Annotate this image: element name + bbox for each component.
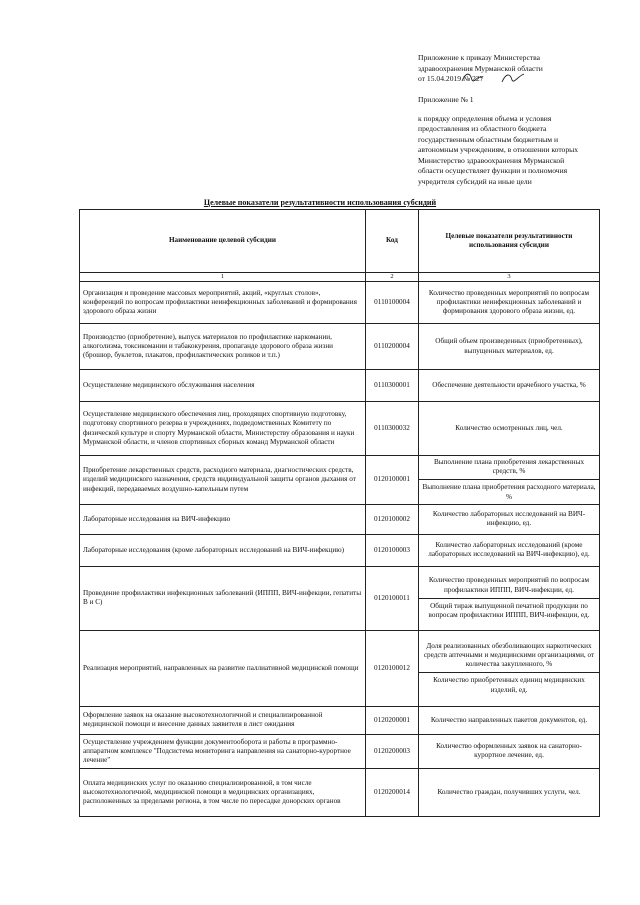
column-header-name: Наименование целевой субсидии <box>80 210 366 273</box>
indicator-item: Количество приобретенных единиц медицинских изделий, ед. <box>419 672 599 694</box>
subsidy-code-cell: 0120200001 <box>366 706 419 734</box>
indicator-cell: Количество лабораторных исследований (кроме лабораторных исследований на ВИЧ-инфекцию), ед. <box>419 534 600 566</box>
subsidy-name-cell: Организация и проведение массовых мероприятий, акций, «круглых столов», конференций по вопросам профилактики неинфекционных заболеваний и формирования здорового образа жизни <box>80 282 366 324</box>
table-row <box>80 370 600 402</box>
appendix-text-line: к порядку определения объема и условия <box>418 113 552 123</box>
table-row <box>80 282 600 324</box>
appendix-text-line: государственным областным бюджетным и <box>418 134 559 144</box>
column-header-code: Код <box>366 210 419 273</box>
subsidy-code-cell: 0120100003 <box>366 534 419 566</box>
order-date-number: от 15.04.2019 № 227 <box>418 74 484 83</box>
indicator-item: Доля реализованных обезболивающих наркотических средств аптечными и медицинскими организациями, от количества закупленного, % <box>423 641 595 669</box>
order-header-line-2: здравоохранения Мурманской области <box>418 63 543 73</box>
appendix-number: Приложение № 1 <box>418 95 474 104</box>
subsidy-name-cell: Оплата медицинских услуг по оказанию специализированной, в том числе высокотехнологичной, медицинской помощи в медицинских организациях, расположенных за пределами региона, в том числе по пересадке донорских органов <box>80 768 366 816</box>
table-row <box>80 566 600 630</box>
indicator-cell <box>419 566 600 630</box>
indicator-cell <box>419 456 600 505</box>
indicator-item: Количество проведенных мероприятий по вопросам профилактики ИППП, ВИЧ-инфекции, ед. <box>428 576 590 594</box>
appendix-text <box>418 114 623 188</box>
subsidy-table <box>79 209 600 817</box>
indicator-cell: Количество лабораторных исследований на ВИЧ-инфекцию, ед. <box>419 504 600 534</box>
table-header-row <box>80 210 600 273</box>
column-header-indicators: Целевые показатели результативности использования субсидии <box>419 210 600 273</box>
column-number: 1 <box>80 273 366 282</box>
table-row <box>80 324 600 370</box>
table-row <box>80 734 600 768</box>
appendix-text-line: учредителя субсидий на иные цели <box>418 176 532 186</box>
appendix-text-line: области осуществляет функции и полномочия <box>418 166 568 175</box>
column-number: 3 <box>419 273 600 282</box>
subsidy-code-cell: 0120100011 <box>366 566 419 630</box>
subsidy-name-cell: Реализация мероприятий, направленных на развитие паллиативной медицинской помощи <box>80 630 366 706</box>
appendix-text-line: Министерство здравоохранения Мурманской <box>418 155 565 165</box>
subsidy-code-cell: 0120100001 <box>366 456 419 505</box>
table-row <box>80 630 600 706</box>
indicator-cell <box>419 630 600 706</box>
indicator-item: Общий тираж выпущенной печатной продукции по вопросам профилактики ИППП, ВИЧ-инфекции, ед. <box>419 598 599 620</box>
subsidy-name-cell: Лабораторные исследования на ВИЧ-инфекцию <box>80 504 366 534</box>
indicator-cell: Количество направленных пакетов документов, ед. <box>419 706 600 734</box>
order-header <box>418 53 618 85</box>
indicator-cell: Количество осмотренных лиц, чел. <box>419 402 600 456</box>
subsidy-code-cell: 0120200014 <box>366 768 419 816</box>
document-title: Целевые показатели результативности использования субсидий <box>203 198 437 207</box>
handwritten-signature-icon <box>458 68 528 86</box>
appendix-text-line: предоставления из областного бюджета <box>418 124 547 133</box>
subsidy-code-cell: 0110100004 <box>366 282 419 324</box>
order-header-line-3 <box>418 74 618 85</box>
appendix-text-line: автономным учреждениям, в отношении которых <box>418 145 579 154</box>
subsidy-name-cell: Осуществление медицинского обслуживания населения <box>80 370 366 402</box>
subsidy-name-cell: Оформление заявок на оказание высокотехнологичной и специализированной медицинской помощи и внесение данных заявителя в лист ожидания <box>80 706 366 734</box>
table-row <box>80 402 600 456</box>
table-row <box>80 706 600 734</box>
indicator-cell: Количество проведенных мероприятий по вопросам профилактики неинфекционных заболеваний и формирования здорового образа жизни, ед. <box>419 282 600 324</box>
table-row <box>80 768 600 816</box>
indicator-cell: Обеспечение деятельности врачебного участка, % <box>419 370 600 402</box>
indicator-cell: Общий объем произведенных (приобретенных), выпущенных материалов, ед. <box>419 324 600 370</box>
subsidy-code-cell: 0110300001 <box>366 370 419 402</box>
indicator-cell: Количество оформленных заявок на санаторно-курортное лечение, ед. <box>419 734 600 768</box>
table-row <box>80 534 600 566</box>
subsidy-name-cell: Лабораторные исследования (кроме лабораторных исследований на ВИЧ-инфекцию) <box>80 534 366 566</box>
table-row <box>80 456 600 505</box>
subsidy-code-cell: 0110300032 <box>366 402 419 456</box>
table-row <box>80 504 600 534</box>
indicator-item: Выполнение плана приобретения лекарственных средств, % <box>433 458 585 476</box>
subsidy-name-cell: Приобретение лекарственных средств, расходного материала, диагностических средств, изделий медицинского назначения, средств индивидуальной защиты органов дыхания от инфекций, передаваемых воздушно-капельным путем <box>80 456 366 505</box>
subsidy-code-cell: 0120200003 <box>366 734 419 768</box>
subsidy-name-cell: Проведение профилактики инфекционных заболеваний (ИППП, ВИЧ-инфекции, гепатиты В и С) <box>80 566 366 630</box>
subsidy-name-cell: Осуществление учреждением функции документооборота и работы в программно-аппаратном комплексе "Подсистема мониторинга направления на санаторно-курортное лечение" <box>80 734 366 768</box>
subsidy-code-cell: 0120100002 <box>366 504 419 534</box>
indicator-item: Выполнение плана приобретения расходного материала, % <box>419 479 599 501</box>
column-number: 2 <box>366 273 419 282</box>
subsidy-code-cell: 0110200004 <box>366 324 419 370</box>
indicator-cell: Количество граждан, получивших услуги, чел. <box>419 768 600 816</box>
column-number-row <box>80 273 600 282</box>
subsidy-name-cell: Осуществление медицинского обеспечения лиц, проходящих спортивную подготовку, подготовку спортивного резерва в учреждениях, подведомственных Комитету по физической культуре и спорту Мурманской области, Министерству образования и науки Мурманской области, и членов спортивных сборных команд Мурманской области <box>80 402 366 456</box>
appendix-block <box>418 95 623 187</box>
subsidy-name-cell: Производство (приобретение), выпуск материалов по профилактике наркомании, алкоголизма, токсикомании и табакокурения, пропаганде здорового образа жизни (брошюр, буклетов, плакатов, профилактических роликов и т.п.) <box>80 324 366 370</box>
order-header-line-1: Приложение к приказу Министерства <box>418 53 540 62</box>
subsidy-code-cell: 0120100012 <box>366 630 419 706</box>
